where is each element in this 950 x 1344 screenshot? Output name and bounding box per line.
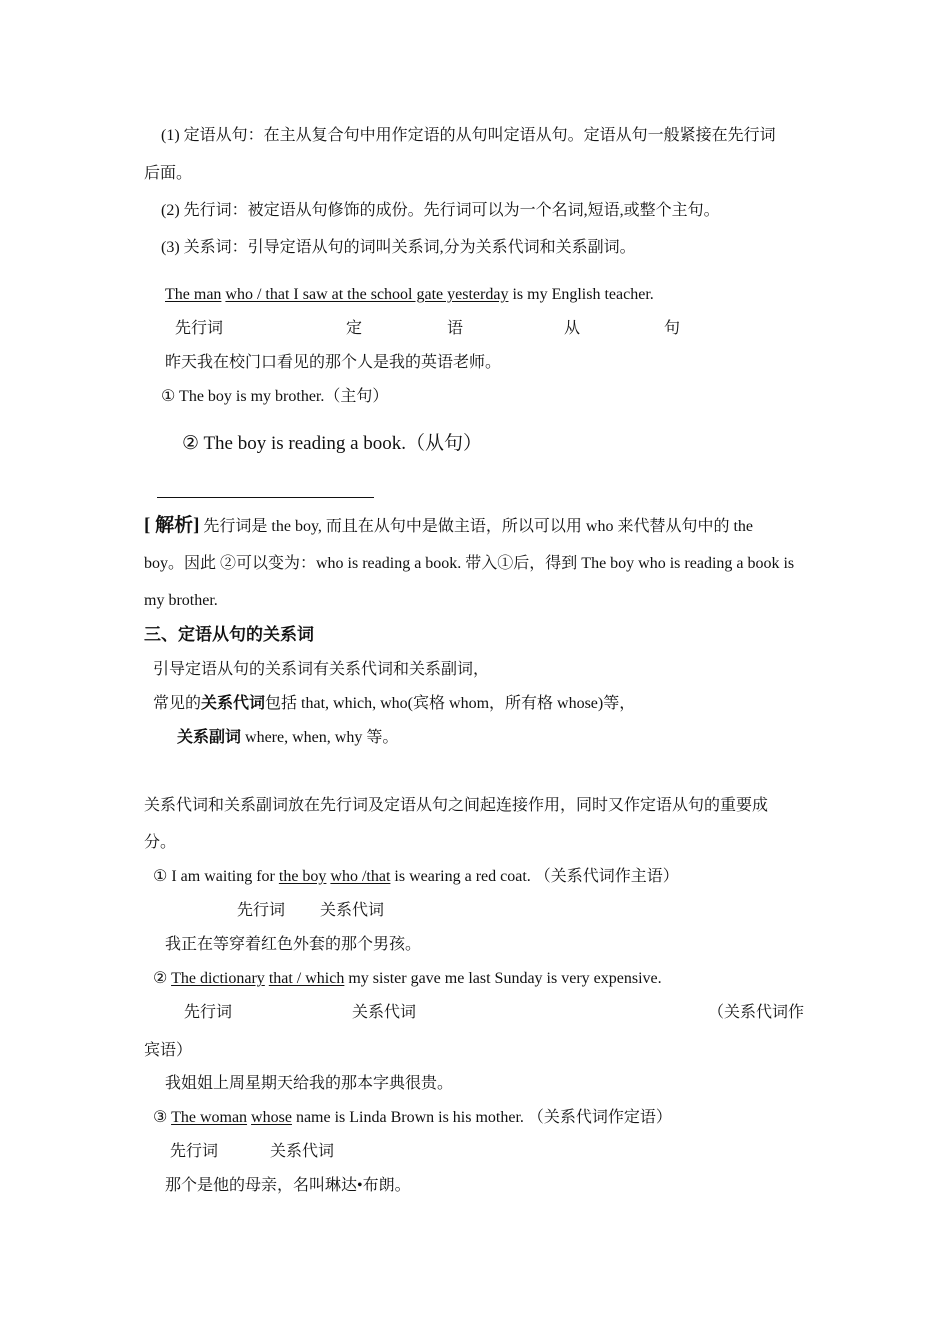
- analysis-tag: [ 解析]: [144, 515, 200, 536]
- example-a-label-relative: 关系代词: [320, 902, 385, 919]
- definition-3: (3) 关系词：引导定语从句的词叫关系词,分为关系代词和关系副词。: [161, 239, 636, 256]
- example-b-translation: 我姐姐上周星期天给我的那本字典很贵。: [165, 1075, 454, 1092]
- example-a-post: is wearing a red coat. （关系代词作主语）: [390, 868, 679, 885]
- example-a-sentence: [153, 867, 679, 887]
- example-c-post: name is Linda Brown is his mother. （关系代词作定语）: [291, 1109, 672, 1126]
- section-line-2-post: 包括 that, which, who(宾格 whom，所有格 whose)等，: [265, 695, 636, 712]
- definition-2: (2) 先行词：被定语从句修饰的成份。先行词可以为一个名词,短语,或整个主句。: [161, 202, 720, 219]
- example-b-pre: ②: [153, 970, 172, 987]
- example-translation: 昨天我在校门口看见的那个人是我的英语老师。: [165, 354, 502, 371]
- label-clause-char-4: 句: [664, 320, 681, 337]
- section-line-1: 引导定语从句的关系词有关系代词和关系副词，: [153, 661, 490, 678]
- fill-blank-line: [157, 497, 374, 498]
- main-clause-example: ① The boy is my brother.（主句）: [161, 388, 389, 405]
- example-a-relative: who /that: [330, 868, 391, 885]
- section-line-3: [177, 728, 398, 748]
- antecedent-phrase: The man: [165, 286, 222, 303]
- section-line-2: [153, 694, 635, 714]
- analysis-line-1: [144, 516, 753, 537]
- analysis-text-1: 先行词是 the boy, 而且在从句中是做主语，所以可以用 who 来代替从句中的 the: [199, 518, 754, 535]
- example-a-antecedent: the boy: [278, 868, 327, 885]
- example-b-note-line-2: 宾语）: [144, 1042, 193, 1059]
- definition-1-line-2: 后面。: [144, 165, 193, 182]
- example-c-pre: ③: [153, 1109, 172, 1126]
- example-b-label-antecedent: 先行词: [184, 1004, 233, 1021]
- section-line-3-post: where, when, why 等。: [241, 729, 399, 746]
- example-c-label-relative: 关系代词: [270, 1143, 335, 1160]
- section-line-2-pre: 常见的: [153, 695, 202, 712]
- analysis-line-2: boy。因此 ②可以变为：who is reading a book. 带入①后，得到 The boy who is reading a book is: [144, 555, 795, 572]
- example-a-translation: 我正在等穿着红色外套的那个男孩。: [165, 936, 422, 953]
- example-b-relative: that / which: [268, 970, 345, 987]
- section-heading: 三、定语从句的关系词: [144, 625, 314, 645]
- relative-adverb-term: 关系副词: [177, 729, 242, 746]
- sentence-rest: is my English teacher.: [508, 286, 654, 303]
- section-paragraph-line-1: 关系代词和关系副词放在先行词及定语从句之间起连接作用，同时又作定语从句的重要成: [144, 797, 769, 814]
- attributive-clause-phrase: who / that I saw at the school gate yesterday: [225, 286, 509, 303]
- example-b-label-relative: 关系代词: [352, 1004, 417, 1021]
- label-antecedent: 先行词: [175, 320, 224, 337]
- label-clause-char-1: 定: [346, 320, 363, 337]
- example-sentence: [165, 285, 654, 305]
- label-clause-char-2: 语: [447, 320, 464, 337]
- example-b-post: my sister gave me last Sunday is very expensive.: [344, 970, 662, 987]
- example-a-pre: ① I am waiting for: [153, 868, 279, 885]
- example-c-sentence: [153, 1108, 672, 1128]
- section-paragraph-line-2: 分。: [144, 834, 177, 851]
- example-a-label-antecedent: 先行词: [237, 902, 286, 919]
- example-b-sentence: [153, 969, 662, 989]
- definition-1-line-1: (1) 定语从句：在主从复合句中用作定语的从句叫定语从句。定语从句一般紧接在先行词: [161, 127, 776, 144]
- example-c-antecedent: The woman: [171, 1109, 248, 1126]
- analysis-line-3: my brother.: [144, 592, 218, 609]
- subordinate-clause-example: ② The boy is reading a book.（从句）: [182, 433, 483, 454]
- example-c-label-antecedent: 先行词: [170, 1143, 219, 1160]
- example-b-note-line-1: （关系代词作: [708, 1004, 805, 1021]
- example-b-antecedent: The dictionary: [171, 970, 265, 987]
- example-c-relative: whose: [251, 1109, 292, 1126]
- example-c-translation: 那个是他的母亲，名叫琳达•布朗。: [165, 1177, 411, 1194]
- relative-pronoun-term: 关系代词: [201, 695, 266, 712]
- label-clause-char-3: 从: [564, 320, 581, 337]
